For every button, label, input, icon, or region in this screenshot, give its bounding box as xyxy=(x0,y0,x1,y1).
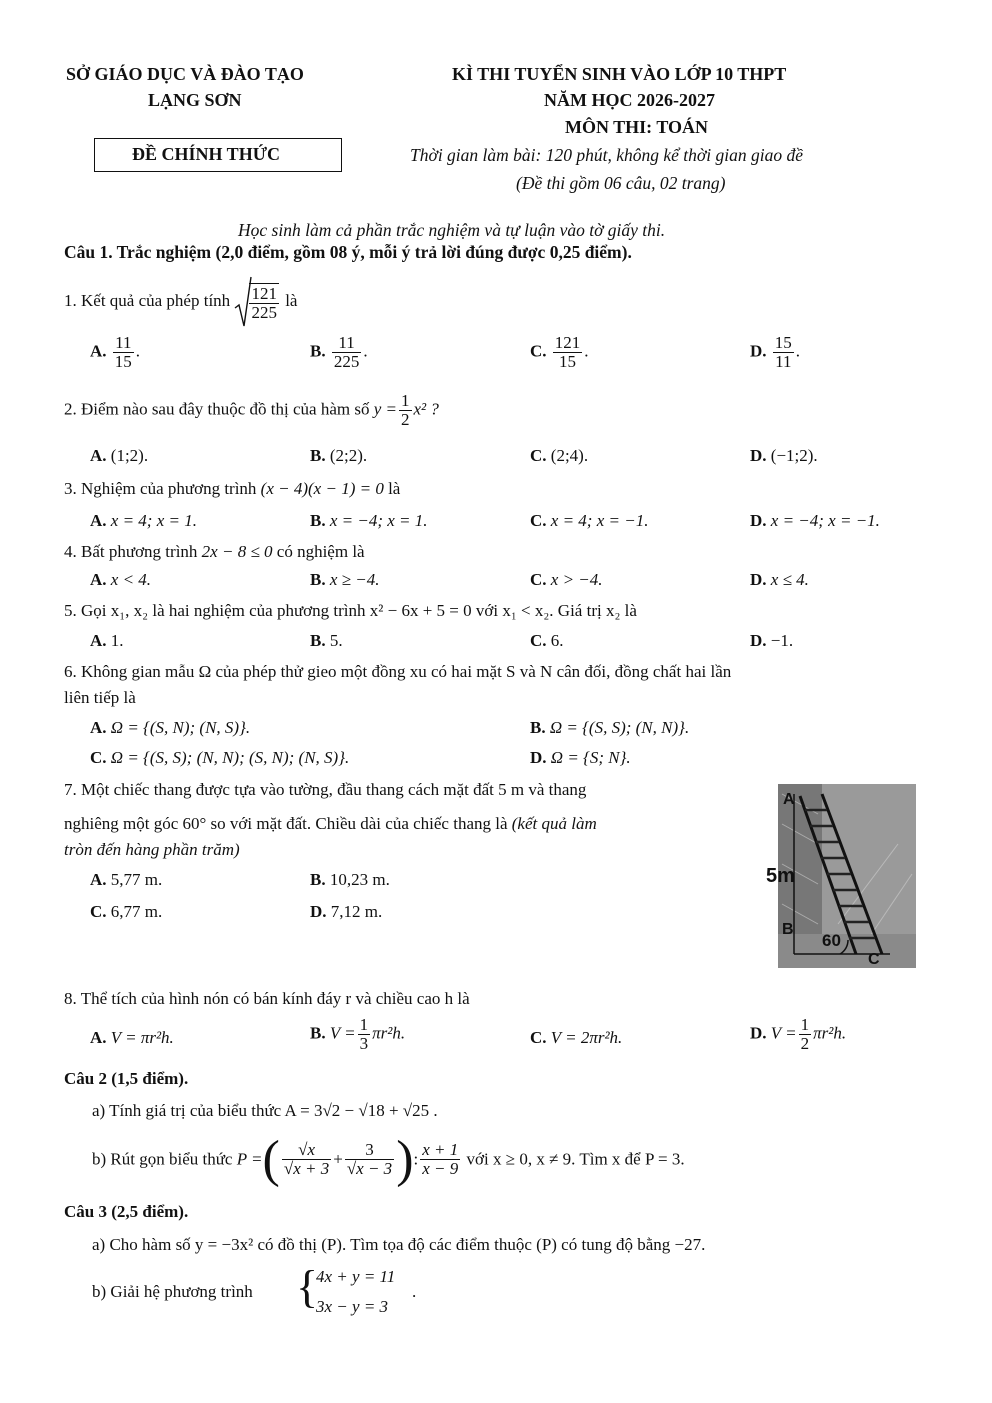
q3-stem-text: 3. Nghiệm của phương trình xyxy=(64,479,257,498)
q7-opt-d xyxy=(310,902,382,922)
opt-letter: B. xyxy=(310,570,326,589)
q2-opt-b xyxy=(310,446,367,466)
q1-a-frac xyxy=(113,334,134,371)
q6-opt-c xyxy=(90,748,349,768)
q4-stem xyxy=(64,542,365,562)
instruction: Học sinh làm cả phần trắc nghiệm và tự luận vào tờ giấy thi. xyxy=(238,220,666,240)
num: 3 xyxy=(345,1141,394,1160)
cau3-title: Câu 3 (2,5 điểm). xyxy=(64,1202,189,1221)
q1-stem-text: 1. Kết quả của phép tính xyxy=(64,290,231,310)
official-label: ĐỀ CHÍNH THỨC xyxy=(132,144,281,164)
opt-letter: B. xyxy=(310,511,326,530)
subject: MÔN THI: TOÁN xyxy=(565,117,709,137)
den: 225 xyxy=(333,351,360,371)
q2-opt-a xyxy=(90,446,148,466)
q3-opt-d xyxy=(750,511,880,531)
q1-den: 225 xyxy=(251,302,277,322)
q8-d-frac xyxy=(799,1016,812,1053)
opt-letter: B. xyxy=(310,1023,326,1043)
num: 1 xyxy=(800,1015,810,1034)
q6-opt-d xyxy=(530,748,631,768)
opt-letter: A. xyxy=(90,631,107,650)
q8-opt-b xyxy=(310,1016,405,1053)
province-name: LẠNG SƠN xyxy=(148,90,242,110)
q5-stem: 5. Gọi x₁, x₂ là hai nghiệm của phương trình x² − 6x + 5 = 0 với x₁ < x₂. Giá trị x₂ là xyxy=(64,601,637,620)
opt-pre: V = xyxy=(770,1023,797,1043)
cau2-frac2 xyxy=(345,1141,394,1178)
opt-text: x ≥ −4. xyxy=(329,570,380,589)
q8-b-frac xyxy=(358,1016,371,1053)
label-height: 5m xyxy=(766,865,795,887)
q7-line2 xyxy=(64,814,597,834)
q7-line1: 7. Một chiếc thang được tựa vào tường, đầu thang cách mặt đất 5 m và thang xyxy=(64,780,587,799)
num: x + 1 xyxy=(422,1140,459,1160)
q4-opt-a xyxy=(90,570,151,590)
opt-post: πr²h. xyxy=(372,1023,406,1043)
paren-close: ) xyxy=(396,1131,414,1188)
q7-line2-text: nghiêng một góc 60° so với mặt đất. Chiều dài của chiếc thang là xyxy=(64,814,508,833)
cau2-frac1 xyxy=(282,1141,331,1178)
time-note: Thời gian làm bài: 120 phút, không kể thời gian giao đề xyxy=(410,145,803,165)
den: √x + 3 xyxy=(283,1159,330,1178)
q2-fn-frac xyxy=(399,392,412,429)
opt-text: 1. xyxy=(110,631,124,650)
q2-opt-c xyxy=(530,446,588,466)
opt-letter: D. xyxy=(750,511,767,530)
opt-letter: D. xyxy=(750,341,767,361)
opt-text: (2;4). xyxy=(550,446,589,465)
q1-num: 121 xyxy=(251,283,277,303)
opt-post: πr²h. xyxy=(813,1023,847,1043)
opt-text: x = −4; x = 1. xyxy=(329,511,428,530)
opt-letter: B. xyxy=(310,631,326,650)
opt-letter: D. xyxy=(750,631,767,650)
q1-d-frac xyxy=(773,334,794,371)
ladder-illustration xyxy=(766,784,916,968)
den: 2 xyxy=(401,409,410,429)
cau3-eq2: 3x − y = 3 xyxy=(316,1297,389,1316)
q7-opt-a xyxy=(90,870,162,890)
den: 2 xyxy=(800,1033,810,1053)
num: 121 xyxy=(554,333,581,352)
opt-text: 5,77 m. xyxy=(110,870,163,889)
opt-letter: A. xyxy=(90,718,107,737)
label-angle: 60 xyxy=(822,931,841,950)
q7-opt-b xyxy=(310,870,390,890)
cau2-a: a) Tính giá trị của biểu thức A = 3√2 − √18 + √25 . xyxy=(92,1101,438,1120)
opt-text: x = −4; x = −1. xyxy=(770,511,880,530)
opt-letter: B. xyxy=(530,718,546,737)
opt-text: 6,77 m. xyxy=(110,902,163,921)
opt-letter: C. xyxy=(530,341,547,361)
opt-letter: A. xyxy=(90,870,107,889)
q1-suffix: là xyxy=(285,290,298,310)
q2-opt-d xyxy=(750,446,818,466)
q1-opt-c: C. $\frac{121}{15}$ . xyxy=(530,333,589,371)
q2-stem xyxy=(64,392,439,429)
q6-line1: 6. Không gian mẫu Ω của phép thử gieo một đồng xu có hai mặt S và N cân đối, đồng chất hai lần xyxy=(64,662,732,681)
cau2-b-post: với x ≥ 0, x ≠ 9. Tìm x để P = 3. xyxy=(466,1149,685,1169)
den: 15 xyxy=(559,351,577,371)
opt-letter: C. xyxy=(530,1028,547,1047)
label-a: A xyxy=(783,791,795,808)
cau2-b-pre: b) Rút gọn biểu thức xyxy=(92,1149,233,1169)
opt-text: x ≤ 4. xyxy=(770,570,809,589)
num: 1 xyxy=(401,391,410,410)
school-year: NĂM HỌC 2026-2027 xyxy=(544,90,715,110)
cau3-b-post: . xyxy=(412,1282,417,1301)
q8-opt-a xyxy=(90,1028,174,1048)
opt-letter: C. xyxy=(530,570,547,589)
opt-text: Ω = {S; N}. xyxy=(550,748,631,767)
opt-letter: D. xyxy=(750,1023,767,1043)
q8-opt-d xyxy=(750,1016,846,1053)
num: √x xyxy=(282,1141,331,1160)
paren-open: ( xyxy=(262,1131,280,1188)
den: 3 xyxy=(359,1033,369,1053)
opt-letter: C. xyxy=(90,902,107,921)
opt-text: (1;2). xyxy=(110,446,149,465)
system-brace: { xyxy=(296,1261,319,1312)
q8-stem: 8. Thể tích của hình nón có bán kính đáy r và chiều cao h là xyxy=(64,989,470,1008)
cau3-b-label: b) Giải hệ phương trình xyxy=(92,1282,253,1301)
q1-opt-a: A. $\frac{11}{15}$ . xyxy=(90,333,141,371)
q3-equation: (x − 4)(x − 1) = 0 xyxy=(260,479,384,498)
q5-opt-a xyxy=(90,631,124,651)
q2-fn-pre: y = xyxy=(373,399,397,419)
opt-text: 5. xyxy=(329,631,343,650)
opt-letter: C. xyxy=(90,748,107,767)
opt-letter: D. xyxy=(310,902,327,921)
opt-text: Ω = {(S, S); (N, N)}. xyxy=(549,718,690,737)
q6-line2: liên tiếp là xyxy=(64,688,136,707)
q5-opt-d xyxy=(750,631,793,651)
opt-pre: V = xyxy=(329,1023,356,1043)
opt-letter: A. xyxy=(90,341,107,361)
den: √x − 3 xyxy=(346,1159,393,1178)
q2-fn-post: x² ? xyxy=(413,399,439,419)
q3-opt-a xyxy=(90,511,197,531)
q1-radicand xyxy=(249,283,279,322)
q4-inequality: 2x − 8 ≤ 0 xyxy=(201,542,273,561)
q1-opt-d: D. $\frac{15}{11}$ . xyxy=(750,333,801,371)
opt-letter: C. xyxy=(530,631,547,650)
q7-opt-c xyxy=(90,902,162,922)
q2-stem-text: 2. Điểm nào sau đây thuộc đồ thị của hàm số xyxy=(64,399,370,419)
q7-line2-italic: (kết quả làm xyxy=(511,814,597,833)
cau3-a: a) Cho hàm số y = −3x² có đồ thị (P). Tìm tọa độ các điểm thuộc (P) có tung độ bằng −27. xyxy=(92,1235,706,1254)
opt-text: V = 2πr²h. xyxy=(550,1028,623,1047)
q4-opt-b xyxy=(310,570,379,590)
num: 15 xyxy=(774,333,792,352)
q5-opt-c xyxy=(530,631,564,651)
opt-text: −1. xyxy=(770,631,794,650)
den: 15 xyxy=(114,351,132,371)
exam-title: KÌ THI TUYỂN SINH VÀO LỚP 10 THPT xyxy=(452,64,787,84)
cau1-title: Câu 1. Trắc nghiệm (2,0 điểm, gồm 08 ý, mỗi ý trả lời đúng được 0,25 điểm). xyxy=(64,242,632,262)
num: 11 xyxy=(332,334,362,353)
opt-text: (−1;2). xyxy=(770,446,818,465)
q6-opt-b xyxy=(530,718,689,738)
cau2-frac3 xyxy=(420,1141,460,1178)
q1-opt-b: B. $\frac{11}{225}$ . xyxy=(310,333,368,371)
opt-letter: C. xyxy=(530,511,547,530)
opt-text: V = πr²h. xyxy=(110,1028,174,1047)
opt-letter: B. xyxy=(310,870,326,889)
cau2-b xyxy=(92,1130,685,1190)
opt-text: x = 4; x = 1. xyxy=(110,511,197,530)
q3-suffix: là xyxy=(388,479,401,498)
q1-b-frac xyxy=(332,334,362,371)
opt-text: 10,23 m. xyxy=(329,870,390,889)
q1-stem xyxy=(64,276,297,328)
plus-sign: + xyxy=(333,1149,343,1169)
opt-text: 6. xyxy=(550,631,564,650)
den: 11 xyxy=(775,351,792,371)
opt-text: Ω = {(S, S); (N, N); (S, N); (N, S)}. xyxy=(110,748,350,767)
opt-text: (2;2). xyxy=(329,446,368,465)
q7-line3: tròn đến hàng phần trăm) xyxy=(64,840,240,859)
opt-text: Ω = {(S, N); (N, S)}. xyxy=(110,718,251,737)
den: x − 9 xyxy=(422,1159,459,1178)
q1-c-frac xyxy=(553,334,583,371)
q4-opt-d xyxy=(750,570,809,590)
opt-letter: A. xyxy=(90,1028,107,1047)
opt-letter: D. xyxy=(750,570,767,589)
colon-sign: : xyxy=(413,1149,419,1169)
q4-suffix: có nghiệm là xyxy=(276,542,365,561)
label-c: C xyxy=(868,951,880,968)
cau2-b-p: P = xyxy=(236,1149,263,1169)
opt-letter: D. xyxy=(750,446,767,465)
opt-letter: A. xyxy=(90,511,107,530)
num: 11 xyxy=(113,334,134,353)
opt-letter: A. xyxy=(90,570,107,589)
ladder-figure xyxy=(766,784,916,968)
q3-opt-b xyxy=(310,511,428,531)
q8-opt-c xyxy=(530,1028,622,1048)
opt-letter: A. xyxy=(90,446,107,465)
opt-letter: C. xyxy=(530,446,547,465)
q6-opt-a xyxy=(90,718,250,738)
opt-letter: B. xyxy=(310,446,326,465)
q4-opt-c xyxy=(530,570,603,590)
cau2-title: Câu 2 (1,5 điểm). xyxy=(64,1069,189,1088)
cau3-eq1: 4x + y = 11 xyxy=(316,1267,396,1286)
q4-stem-text: 4. Bất phương trình xyxy=(64,542,198,561)
opt-text: x = 4; x = −1. xyxy=(550,511,649,530)
q3-opt-c xyxy=(530,511,648,531)
label-b: B xyxy=(782,921,794,938)
num: 1 xyxy=(359,1015,369,1034)
q3-stem xyxy=(64,479,400,499)
department-name: SỞ GIÁO DỤC VÀ ĐÀO TẠO xyxy=(66,64,304,84)
opt-text: 7,12 m. xyxy=(330,902,383,921)
pages-note: (Đề thi gồm 06 câu, 02 trang) xyxy=(516,173,726,193)
opt-letter: B. xyxy=(310,341,326,361)
opt-text: x > −4. xyxy=(550,570,603,589)
opt-text: x < 4. xyxy=(110,570,152,589)
q5-opt-b xyxy=(310,631,343,651)
opt-letter: D. xyxy=(530,748,547,767)
